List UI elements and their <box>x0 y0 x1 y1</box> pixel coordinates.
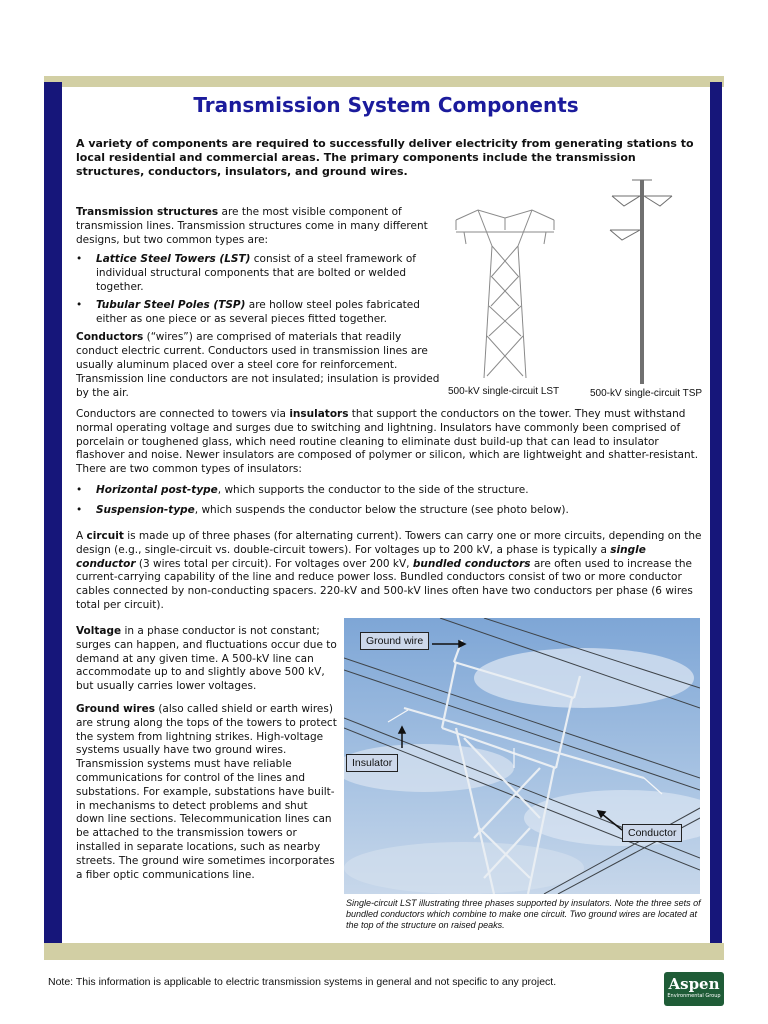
ground-wire-label: Ground wire <box>360 632 429 650</box>
horizontal-post-term: Horizontal post-type <box>96 483 218 496</box>
single-conductor-term: single conductor <box>76 543 646 570</box>
horizontal-post-text: , which supports the conductor to the side of the structure. <box>217 483 529 496</box>
suspension-text: , which suspends the conductor below the structure (see photo below). <box>194 503 569 516</box>
tsp-text: are hollow steel poles fabricated either as one piece or as several pieces fitted together. <box>96 298 420 325</box>
voltage-paragraph <box>76 625 338 694</box>
suspension-bullet <box>76 504 704 518</box>
suspension-term: Suspension-type <box>96 503 195 516</box>
voltage-lead: Voltage <box>76 625 122 637</box>
structures-section <box>76 206 440 400</box>
aspen-logo <box>664 972 724 1006</box>
voltage-ground-section <box>76 625 338 882</box>
structures-lead: Transmission structures <box>76 206 219 218</box>
tsp-term: Tubular Steel Poles (TSP) <box>96 298 246 311</box>
circuit-text-4: are often used to increase the current-carrying capability of the line and reduce power loss. Bundled conductors consist of two or more conductor cables connected by non-conducting spacers. 220-kV and 500-kV lines often have two conductors per phase (6 wires total per circuit). <box>76 557 693 611</box>
insulators-pre: Conductors are connected to towers via <box>76 408 290 420</box>
circuit-text-3: (3 wires total per circuit). For voltages over 200 kV, <box>135 557 413 570</box>
circuit-term: circuit <box>86 530 124 542</box>
tower-photo <box>344 618 700 894</box>
insulators-paragraph <box>76 408 704 477</box>
tsp-caption: 500-kV single-circuit TSP <box>590 388 703 399</box>
conductors-text: (“wires”) are comprised of materials that readily conduct electric current. Conductors used in transmission lines are usually aluminum placed over a steel core for reinforcement. Transmission line conductors are not insulated; insulation is provided by the air. <box>76 331 440 399</box>
ground-wires-paragraph <box>76 703 338 882</box>
lst-caption: 500-kV single-circuit LST <box>448 386 560 397</box>
lst-bullet <box>76 253 440 294</box>
footer-note: Note: This information is applicable to electric transmission systems in general and not specific to any project. <box>48 976 557 988</box>
intro-paragraph: A variety of components are required to successfully deliver electricity from generating stations to local residential and commercial areas. The primary components include the transmission structures, conductors, insulators, and ground wires. <box>76 137 694 178</box>
logo-subtitle: Environmental Group <box>667 993 721 999</box>
bottom-band <box>44 943 724 960</box>
circuit-text-1: A <box>76 530 87 542</box>
top-band <box>44 76 724 87</box>
horizontal-post-bullet <box>76 484 704 498</box>
structures-text: are the most visible component of transmission lines. Transmission structures come in many different designs, but two common types are: <box>76 206 428 246</box>
bullet-icon: • <box>76 503 83 516</box>
bundled-conductors-term: bundled conductors <box>412 557 531 570</box>
conductor-label: Conductor <box>622 824 682 842</box>
insulators-text: that support the conductors on the tower. They must withstand normal operating voltage and surges due to switching and lightning. Insulators have commonly been comprised of porcelain or toughened glass, which need routine cleaning to eliminate dust build-up that can lead to insulator flashover and noise. Newer insulators are composed of polymer or silicon, which are lightweight and shatter-resistant. There are two common types of insulators: <box>76 408 699 476</box>
insulators-lead: insulators <box>289 408 349 420</box>
insulator-label: Insulator <box>346 754 398 772</box>
bullet-icon: • <box>76 253 83 266</box>
conductors-lead: Conductors <box>76 331 144 344</box>
insulators-section <box>76 408 704 518</box>
page-title: Transmission System Components <box>193 93 579 117</box>
circuit-text-2: is made up of three phases (for alternating current). Towers can carry one or more circuits, depending on the design (e.g., single-circuit vs. double-circuit towers). For voltages up to 200 kV, a phase is typically a <box>76 530 702 556</box>
lst-text: consist of a steel framework of individual structural components that are bolted or welded together. <box>96 253 416 293</box>
circuit-paragraph <box>76 530 704 613</box>
conductors-paragraph <box>76 331 440 400</box>
tsp-pole-illustration <box>604 176 680 386</box>
bullet-icon: • <box>76 298 83 311</box>
left-border <box>44 82 62 960</box>
logo-wordmark: Aspen <box>668 975 720 993</box>
right-border <box>710 82 722 960</box>
lst-tower-illustration <box>452 206 558 382</box>
ground-wires-lead: Ground wires <box>76 702 155 715</box>
voltage-text: in a phase conductor is not constant; surges can happen, and fluctuations occur due to demand at any given time. A 500-kV line can accommodate up to and slightly above 500 kV, but usually carries lower voltages. <box>76 625 337 693</box>
ground-wires-text: (also called shield or earth wires) are strung along the tops of the towers to protect the system from lightning strikes. High-voltage systems usually have two ground wires. Transmission systems must have reliable communications for control of the lines and substations. For example, substations have built-in mechanisms to detect problems and shut down line sections. Telecommunication lines can be attached to the transmission towers or installed in separate locations, such as nearby streets. The ground wire sometimes incorporates a fiber optic communications line. <box>76 702 337 881</box>
lst-term: Lattice Steel Towers (LST) <box>96 253 251 266</box>
structures-paragraph <box>76 206 440 247</box>
tsp-bullet <box>76 299 440 327</box>
photo-caption: Single-circuit LST illustrating three phases supported by insulators. Note the three sets of bundled conductors which combine to make one circuit. Two ground wires are located at the top of the structure on raised peaks. <box>346 898 701 930</box>
bullet-icon: • <box>76 483 83 496</box>
